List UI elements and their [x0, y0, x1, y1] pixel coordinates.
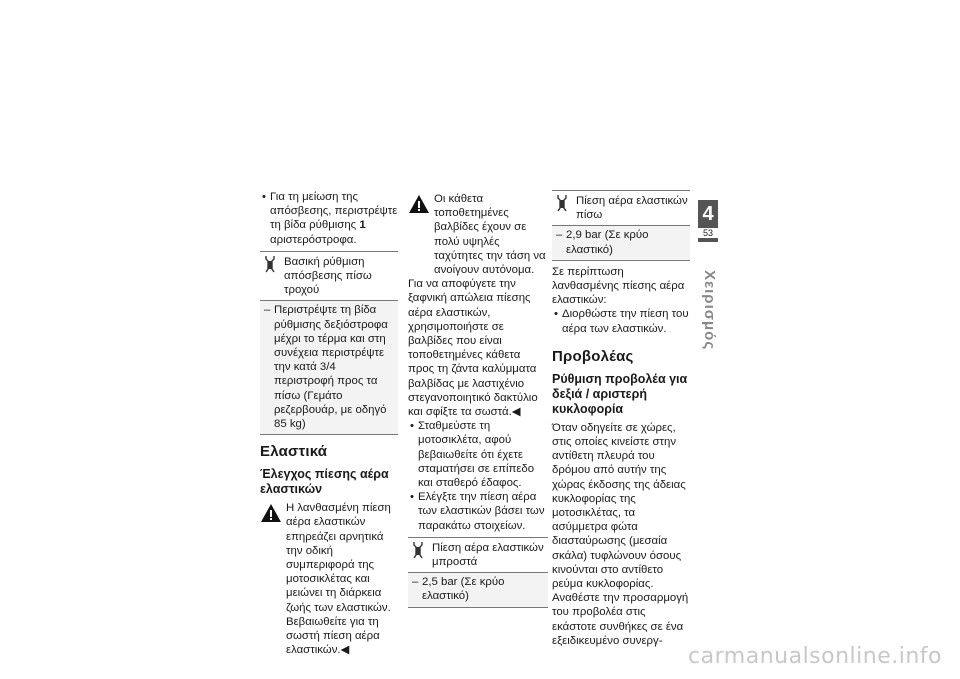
callout-number: 1: [359, 219, 366, 232]
spec-box-header: [552, 191, 690, 226]
spec-box-rear-damping: [260, 251, 398, 435]
warning-block: [408, 192, 548, 277]
section-heading: Ελαστικά: [260, 443, 328, 461]
watermark: carmanualsonline.info: [688, 644, 942, 669]
warning-block: [260, 501, 398, 657]
spec-box-body: [408, 573, 548, 606]
sub-heading: Ρύθμιση προβολέα για δεξιά / αριστερή κυκλοφορία: [552, 371, 688, 416]
list-item: • Σταθμεύστε τη μοτοσικλέτα, αφού βεβαιωθείτε ότι έχετε σταματήσει σε επίπεδο και σταθερό έδαφος.: [408, 419, 548, 490]
warning-triangle-icon: [260, 501, 286, 657]
spec-box-title: Πίεση αέρα ελαστικών πίσω: [576, 195, 688, 222]
spec-box-body: [260, 301, 398, 434]
paragraph: Όταν οδηγείτε σε χώρες, στις οποίες κινείστε στην αντίθετη πλευρά του δρόμου από αυτήν της χώρας έκδοσης της άδειας κυκλοφορίας της μοτοσικλέτας, τα ασύμμετρα φώτα διασταύρωσης (μεσαία σκάλα) τυφλώνουν όσους κινούνται στο αντίθετο ρεύμα κυκλοφορίας.: [552, 421, 686, 591]
column-right: [552, 190, 690, 648]
page-number: 53: [698, 228, 718, 238]
spec-box-rear-pressure: [552, 190, 690, 261]
spec-box-title: Βασική ρύθμιση απόσβεσης πίσω τροχού: [284, 255, 372, 297]
paragraph: Για να αποφύγετε την ξαφνική απώλεια πίεσης αέρα ελαστικών, χρησιμοποιήστε σε βαλβίδες που είναι τοποθετημένες κάθετα προς τη ζάντα καλύμματα βαλβίδας με λαστιχένιο στεγανοποιητικό δακτύλιο και σφίξτε τα σωστά.◀: [408, 278, 538, 419]
list-item: • Διορθώστε την πίεση του αέρα των ελαστικών.: [552, 307, 690, 335]
wrench-icon: [410, 541, 432, 569]
paragraph: Αναθέστε την προσαρμογή του προβολέα στις εκάστοτε συνθήκες σε ένα εξειδικευμένο συνεργ-: [552, 592, 689, 647]
spec-box-header: [260, 252, 398, 302]
warning-text: Οι κάθετα τοποθετημένες βαλβίδες έχουν σε πολύ υψηλές ταχύτητες την τάση να ανοίγουν αυτόνομα.: [434, 193, 546, 277]
spec-value: – Περιστρέψτε τη βίδα ρύθμισης δεξιόστροφα μέχρι το τέρμα και στη συνέχεια περιστρέψτε την κατά 3/4 περιστροφή προς τα πίσω (Γεμάτο ρεζερβουάρ, με οδηγό 85 kg): [262, 303, 396, 431]
warning-text: Η λανθασμένη πίεση αέρα ελαστικών επηρεάζει αρνητικά την οδική συμπεριφορά της μοτοσικλέτας και μειώνει τη διάρκεια ζωής των ελαστικών. Βεβαιωθείτε για τη σωστή πίεση αέρα ελαστικών.◀: [286, 502, 391, 657]
spec-box-header: [408, 538, 548, 573]
chapter-side-label: Χειρισμός: [701, 270, 718, 351]
spec-box-body: [552, 226, 690, 259]
wrench-icon: [554, 194, 576, 222]
list-item: [260, 190, 398, 247]
column-left: [260, 190, 398, 657]
bullet-text: Για τη μείωση της απόσβεσης, περιστρέψτε τη βίδα ρύθμισης: [270, 191, 398, 232]
warning-triangle-icon: [408, 192, 434, 277]
paragraph: Σε περίπτωση λανθασμένης πίεσης αέρα ελαστικών:: [552, 265, 685, 307]
spec-box-title: Πίεση αέρα ελαστικών μπροστά: [432, 541, 544, 569]
chapter-number: 4: [702, 203, 714, 225]
section-heading: Προβολέας: [552, 347, 634, 365]
spec-value: – 2,5 bar (Σε κρύο ελαστικό): [410, 575, 546, 603]
column-middle: [408, 190, 548, 612]
wrench-icon: [262, 255, 284, 298]
sub-heading: Έλεγχος πίεσης αέρα ελαστικών: [260, 467, 389, 497]
spec-value: – 2,9 bar (Σε κρύο ελαστικό): [554, 228, 688, 256]
list-item: • Ελέγξτε την πίεση αέρα των ελαστικών βάσει των παρακάτω στοιχείων.: [408, 490, 548, 533]
spec-box-front-pressure: [408, 537, 548, 608]
bullet-text-end: αριστερόστροφα.: [270, 233, 357, 246]
